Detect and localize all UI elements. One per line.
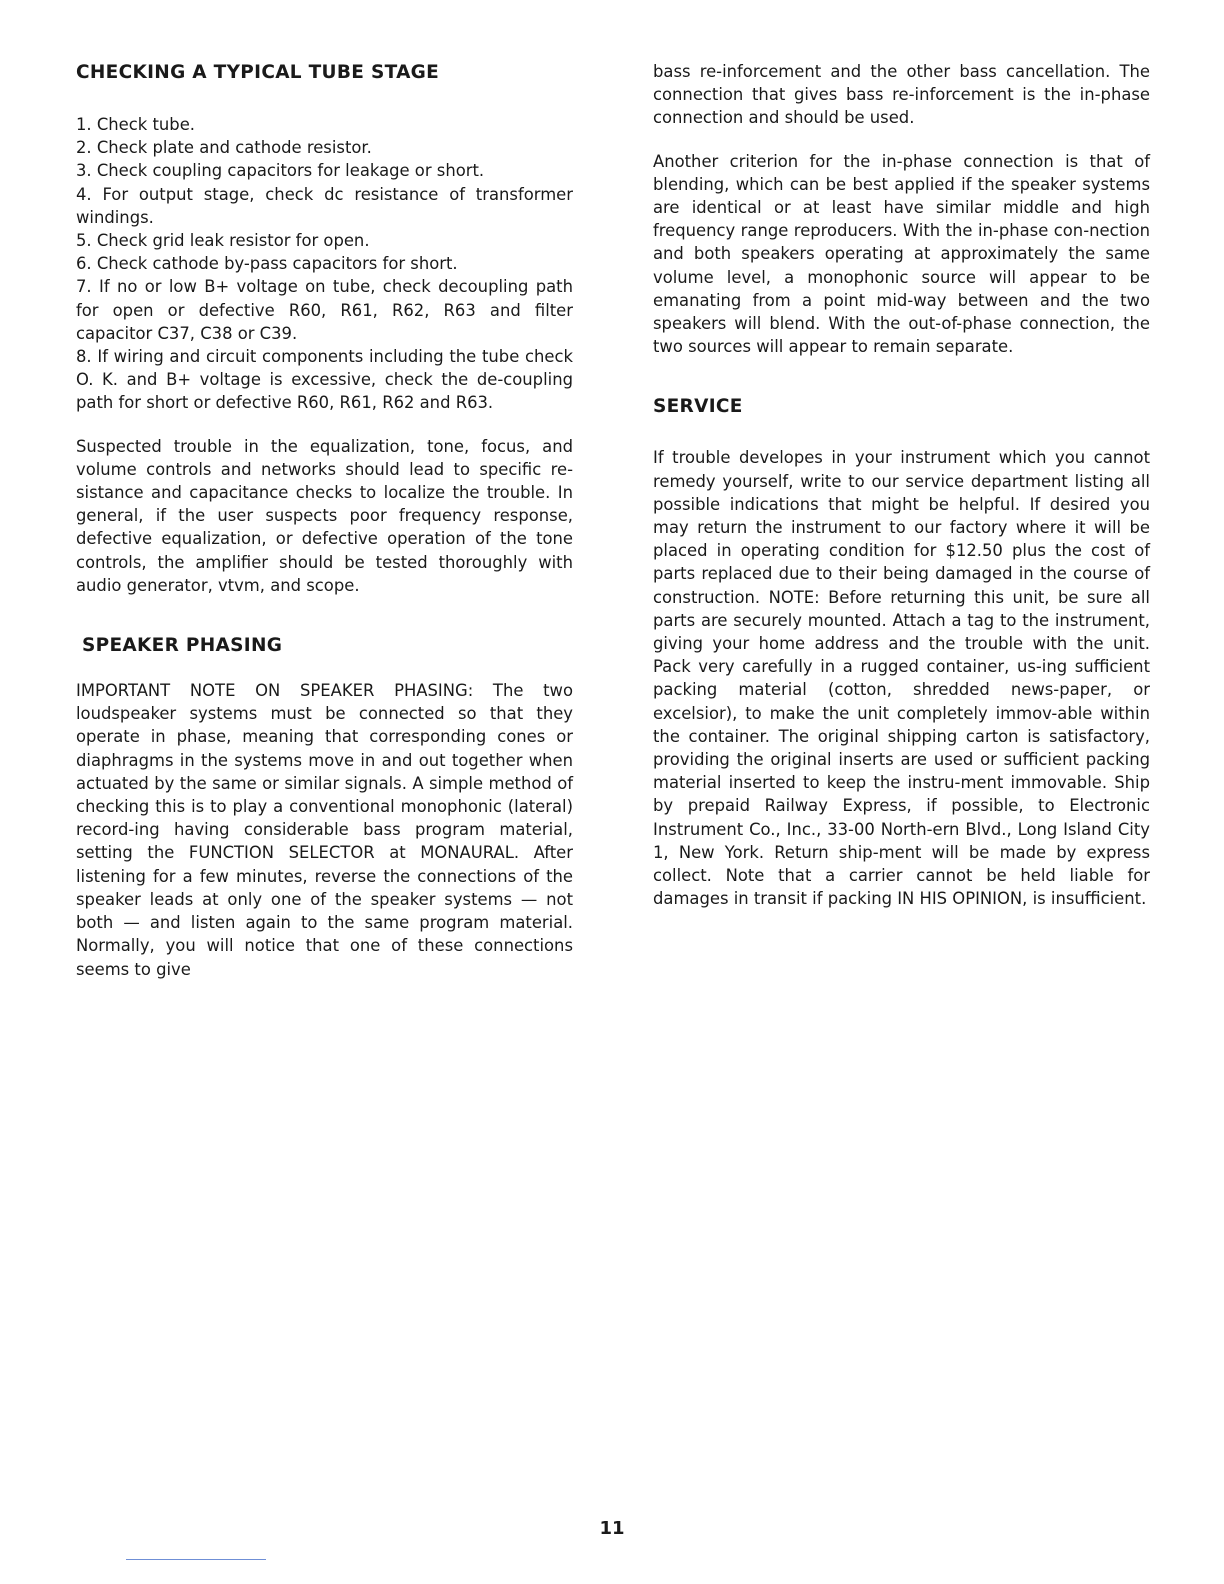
list-item: 6. Check cathode by-pass capacitors for short. xyxy=(76,254,458,274)
phasing-continued-paragraph: bass re-inforcement and the other bass cancellation. The connection that gives bass re-inforcement is the in-phase connection and should be used. xyxy=(653,62,1150,128)
speaker-phasing-paragraph: IMPORTANT NOTE ON SPEAKER PHASING: The two loudspeaker systems must be connected so that they operate in phase, meaning that corresponding cones or diaphragms in the systems move in and out together when actuated by the same or similar signals. A simple method of checking this is to play a conventional monophonic (lateral) record-ing having considerable bass program material, setting the FUNCTION SELECTOR at MONAURAL. After listening for a few minutes, reverse the connections of the speaker leads at only one of the speaker systems — not both — and listen again to the same program material. Normally, you will notice that one of these connections seems to give xyxy=(76,681,573,979)
list-item: 7. If no or low B+ voltage on tube, check decoupling path for open or defective R60, R61, R62, R63 and filter capacitor C37, C38 or C39. xyxy=(76,277,573,343)
list-item: 3. Check coupling capacitors for leakage or short. xyxy=(76,161,485,181)
tube-stage-heading: CHECKING A TYPICAL TUBE STAGE xyxy=(76,62,440,83)
footer-divider xyxy=(126,1559,266,1560)
list-item: 4. For output stage, check dc resistance of transformer windings. xyxy=(76,184,573,227)
service-heading: SERVICE xyxy=(653,396,743,418)
list-item: 1. Check tube. xyxy=(76,115,195,134)
list-item: 2. Check plate and cathode resistor. xyxy=(76,138,372,158)
blending-criterion-paragraph: Another criterion for the in-phase connection is that of blending, which can be best applied if the speaker systems are identical or at least have similar middle and high frequency range reproducers. With the in-phase con-nection and both speakers operating at approximately the same volume level, a monophonic source will appear to be emanating from a point mid-way between and the two speakers will blend. With the out-of-phase connection, the two sources will appear to remain separate. xyxy=(653,151,1150,357)
tube-check-list xyxy=(76,113,573,415)
trouble-paragraph: Suspected trouble in the equalization, tone, focus, and volume controls and networks should lead to specific re-sistance and capacitance checks to localize the trouble. In general, if the user suspects poor frequency response, defective equalization, or defective operation of the tone controls, the amplifier should be tested thoroughly with audio generator, vtvm, and scope. xyxy=(76,436,573,595)
page-number: 11 xyxy=(599,1518,625,1539)
speaker-phasing-heading: SPEAKER PHASING xyxy=(82,635,283,657)
left-column xyxy=(76,60,573,981)
right-column xyxy=(653,60,1150,911)
service-paragraph: If trouble developes in your instrument which you cannot remedy yourself, write to our service department listing all possible indications that might be helpful. If desired you may return the instrument to our factory where it will be placed in operating condition for $12.50 plus the cost of parts replaced due to their being damaged in the course of construction. NOTE: Before returning this unit, be sure all parts are securely mounted. Attach a tag to the instrument, giving your home address and the trouble with the unit. Pack very carefully in a rugged container, us-ing sufficient packing material (cotton, shredded news-paper, or excelsior), to make the unit completely immov-able within the container. The original shipping carton is satisfactory, providing the original inserts are used or sufficient packing material inserted to keep the instru-ment immovable. Ship by prepaid Railway Express, if possible, to Electronic Instrument Co., Inc., 33-00 North-ern Blvd., Long Island City 1, New York. Return ship-ment will be made by express collect. Note that a carrier cannot be held liable for damages in transit if packing IN HIS OPINION, is insufficient. xyxy=(653,448,1150,909)
list-item: 8. If wiring and circuit components including the tube check O. K. and B+ voltage is excessive, check the de-coupling path for short or defective R60, R61, R62 and R63. xyxy=(76,347,573,413)
list-item: 5. Check grid leak resistor for open. xyxy=(76,231,370,251)
